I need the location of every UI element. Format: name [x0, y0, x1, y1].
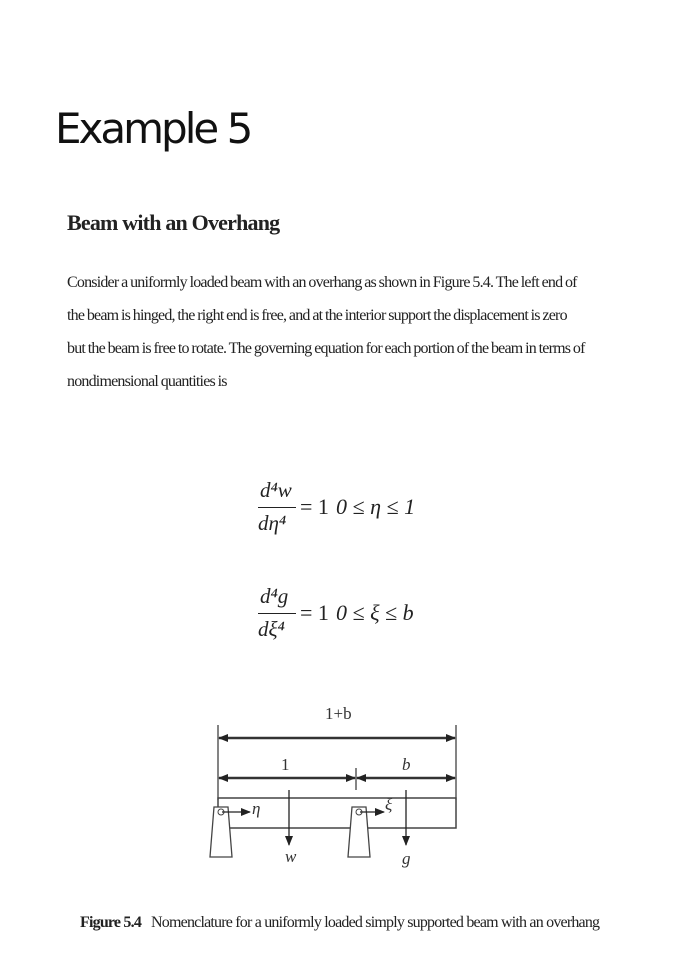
figure-caption	[80, 914, 680, 932]
xi-label: ξ	[385, 795, 393, 814]
w-label: w	[285, 847, 297, 866]
eq1-numerator: d⁴w	[260, 478, 292, 502]
eq2-rhs: = 1	[300, 600, 329, 625]
g-label: g	[402, 849, 411, 868]
total-length-label: 1+b	[325, 704, 352, 723]
eq2-numerator: d⁴g	[260, 584, 289, 608]
overhang-label: b	[402, 755, 411, 774]
figure-caption-text: Nomenclature for a uniformly loaded simply supported beam with an overhang	[151, 914, 600, 931]
eq1-range: 0 ≤ η ≤ 1	[336, 494, 416, 519]
figure-number: Figure 5.4	[80, 914, 142, 931]
eta-label: η	[252, 799, 261, 818]
eq1-denominator: dη⁴	[258, 511, 287, 535]
paragraph-line: but the beam is free to rotate. The governing equation for each portion of the beam in terms of	[67, 340, 585, 357]
eq2-range: 0 ≤ ξ ≤ b	[336, 600, 414, 625]
section-heading: Beam with an Overhang	[67, 210, 280, 235]
span-label: 1	[281, 755, 290, 774]
paragraph-line: Consider a uniformly loaded beam with an overhang as shown in Figure 5.4. The left end of	[67, 274, 577, 291]
paragraph-line: the beam is hinged, the right end is free, and at the interior support the displacement is zero	[67, 307, 567, 324]
eq2-denominator: dξ⁴	[258, 617, 285, 641]
slide-title: Example 5	[55, 104, 251, 153]
paragraph-line: nondimensional quantities is	[67, 373, 227, 390]
eq1-rhs: = 1	[300, 494, 329, 519]
